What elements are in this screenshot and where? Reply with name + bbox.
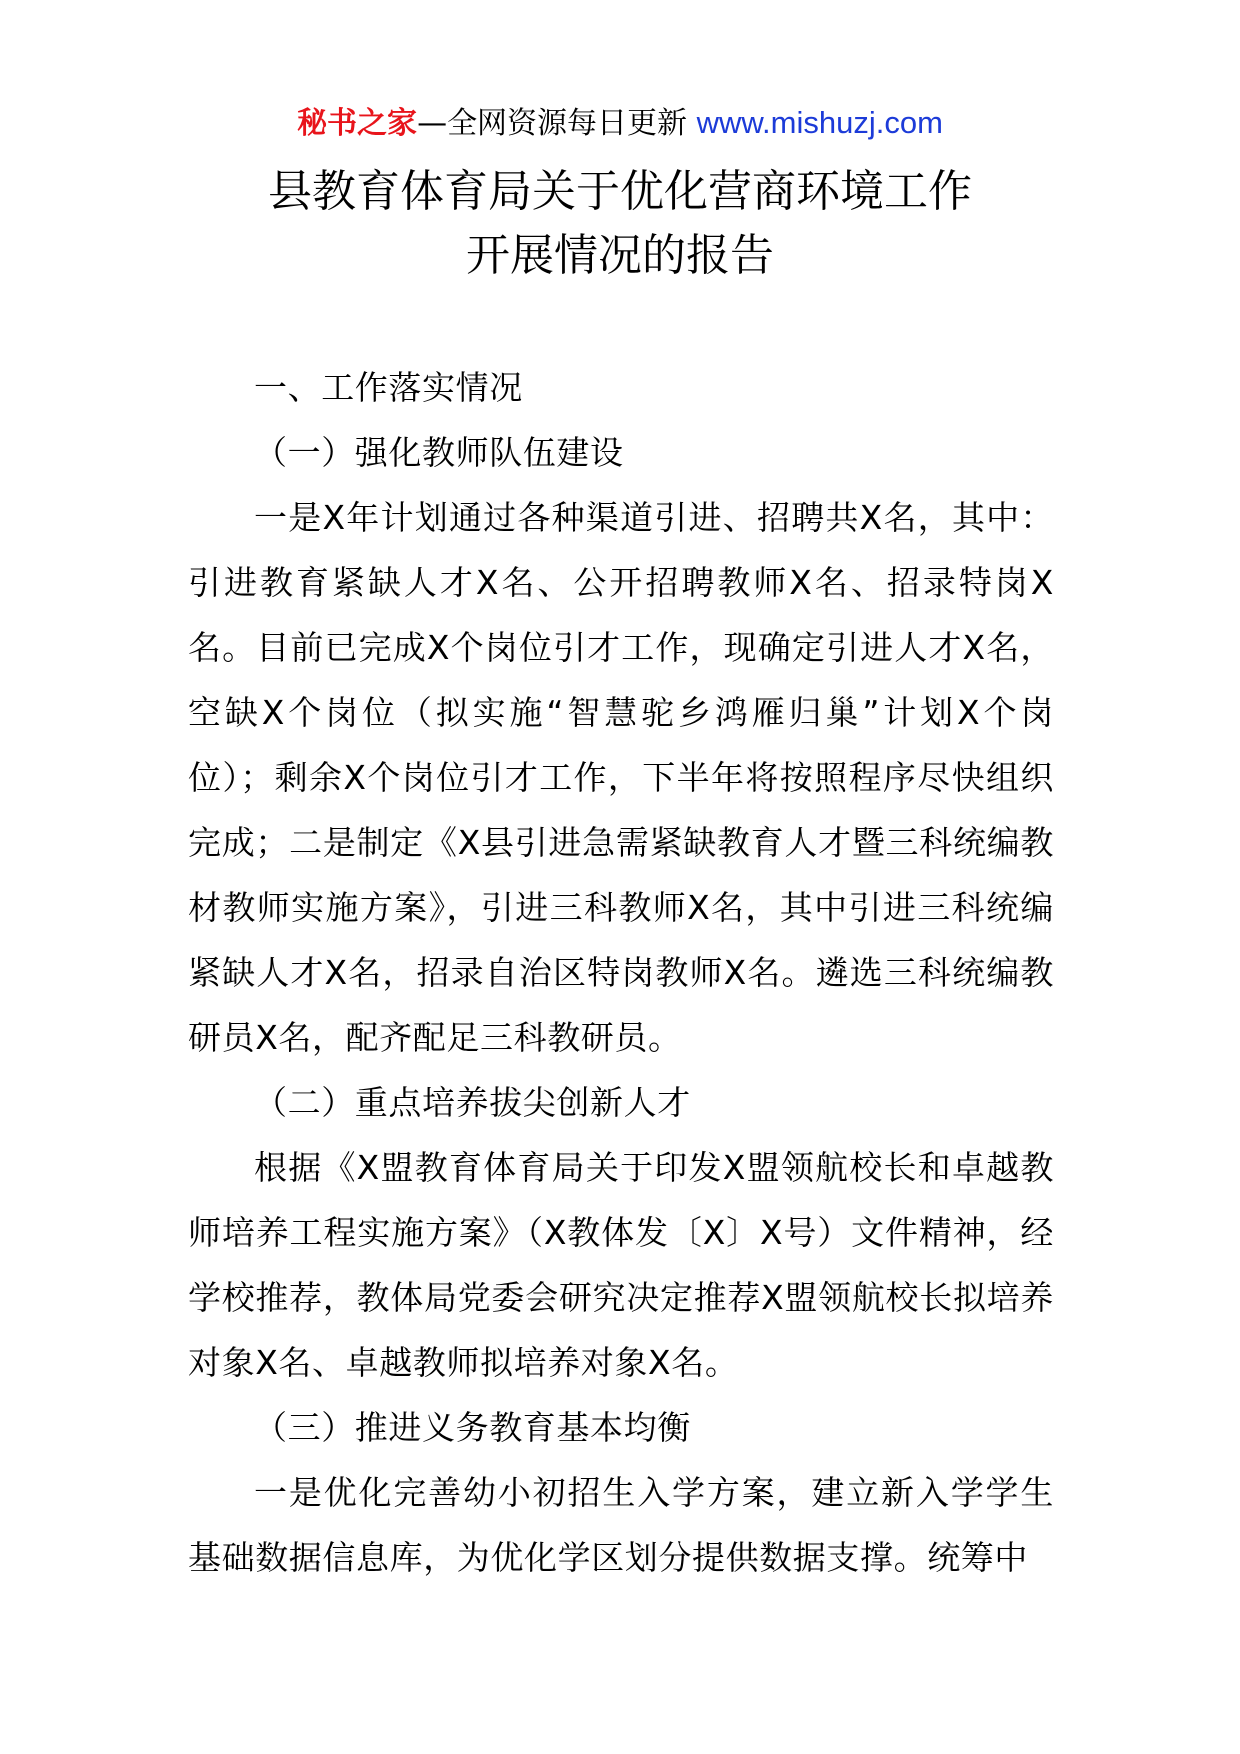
- subsection-heading: （三）推进义务教育基本均衡: [254, 1408, 691, 1447]
- brand-name: 秘书之家: [297, 106, 418, 141]
- document-title: [0, 160, 1240, 288]
- subsection-heading: （一）强化教师队伍建设: [254, 433, 624, 472]
- banner-url-link[interactable]: www.mishuzj.com: [696, 105, 943, 140]
- title-line-1: 县教育体育局关于优化营商环境工作: [268, 166, 972, 217]
- body-paragraph: 一是优化完善幼小初招生入学方案，建立新入学学生基础数据信息库，为优化学区划分提供数据支撑。统筹中: [188, 1473, 1054, 1577]
- section-heading: 一、工作落实情况: [254, 368, 523, 407]
- body-paragraph: 根据《X盟教育体育局关于印发X盟领航校长和卓越教师培养工程实施方案》（X教体发〔X〕X号）文件精神，经学校推荐，教体局党委会研究决定推荐X盟领航校长拟培养对象X名、卓越教师拟培养对象X名。: [188, 1148, 1054, 1382]
- banner-tagline: —全网资源每日更新: [417, 106, 697, 141]
- subsection-heading: （二）重点培养拔尖创新人才: [254, 1083, 691, 1122]
- document-body: [188, 355, 1054, 1590]
- site-banner: [0, 100, 1240, 147]
- title-line-2: 开展情况的报告: [466, 230, 774, 281]
- body-paragraph: 一是X年计划通过各种渠道引进、招聘共X名，其中：引进教育紧缺人才X名、公开招聘教师X名、招录特岗X名。目前已完成X个岗位引才工作，现确定引进人才X名，空缺X个岗位（拟实施“智慧驼乡鸿雁归巢”计划X个岗位）；剩余X个岗位引才工作，下半年将按照程序尽快组织完成；二是制定《X县引进急需紧缺教育人才暨三科统编教材教师实施方案》，引进三科教师X名，其中引进三科统编紧缺人才X名，招录自治区特岗教师X名。遴选三科统编教研员X名，配齐配足三科教研员。: [188, 498, 1054, 1057]
